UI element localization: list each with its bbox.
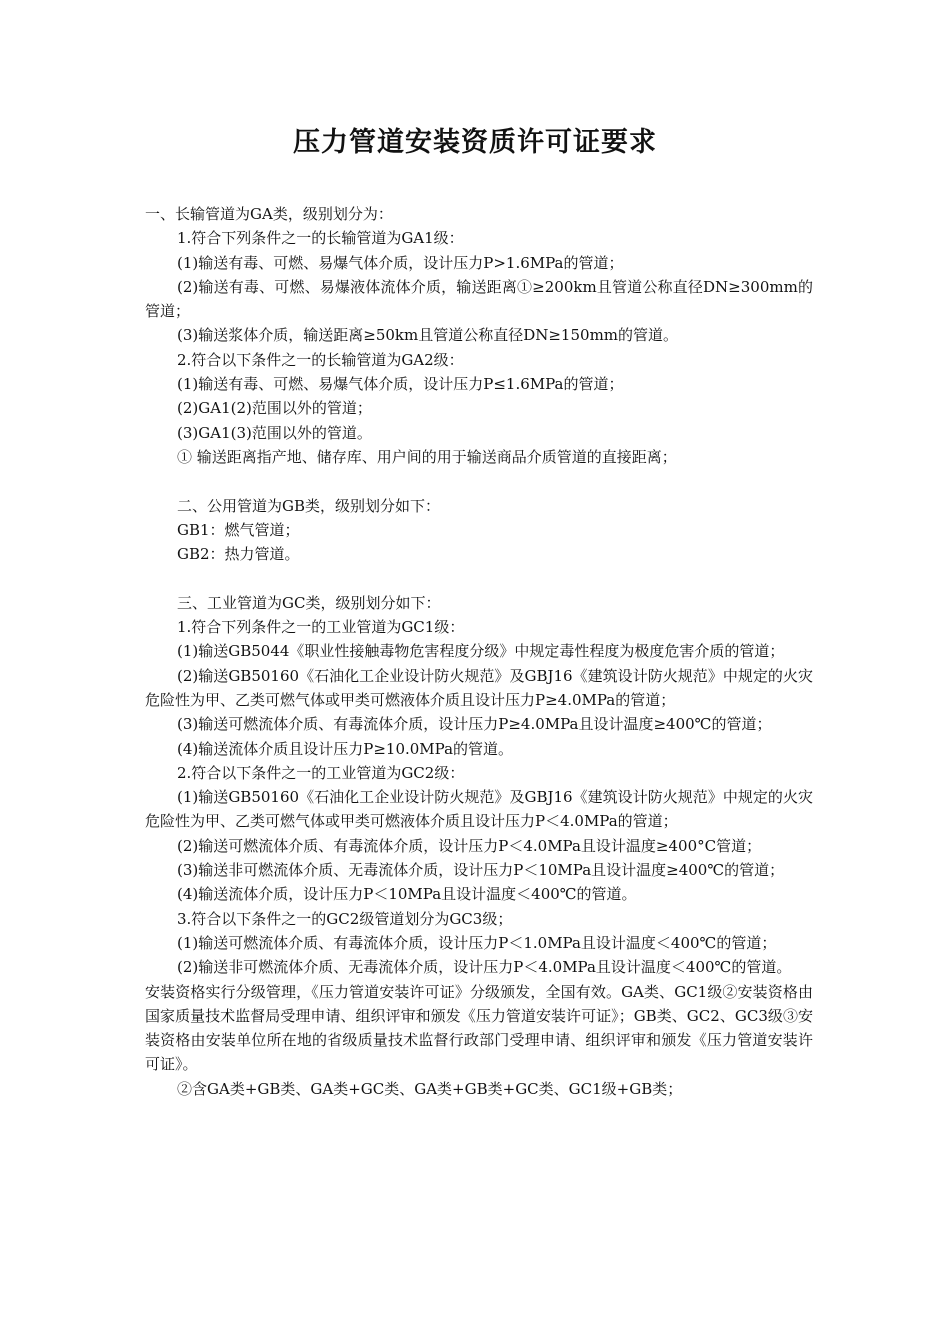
paragraph: (1)输送有毒、可燃、易爆气体介质，设计压力P>1.6MPa的管道； bbox=[177, 253, 624, 272]
paragraph: (1)输送GB5044《职业性接触毒物危害程度分级》中规定毒性程度为极度危害介质的管道； bbox=[177, 642, 785, 661]
paragraph: GB1：燃气管道； bbox=[177, 520, 300, 539]
paragraph: (3)输送浆体介质，输送距离≥50km且管道公称直径DN≥150mm的管道。 bbox=[177, 326, 679, 345]
paragraph: 3.符合以下条件之一的GC2级管道划分为GC3级； bbox=[177, 909, 513, 928]
paragraph: (2)输送GB50160《石油化工企业设计防火规范》及GBJ16《建筑设计防火规范》中规定的火灾危险性为甲、乙类可燃气体或甲类可燃液体介质且设计压力P≥4.0MPa的管道； bbox=[145, 666, 813, 709]
footnote-2: ②含GA类+GB类、GA类+GC类、GA类+GB类+GC类、GC1级+GB类； bbox=[177, 1079, 683, 1098]
footnote-1: ① 输送距离指产地、储存库、用户间的用于输送商品介质管道的直接距离； bbox=[177, 447, 677, 466]
paragraph: (3)GA1(3)范围以外的管道。 bbox=[177, 423, 372, 442]
spacer bbox=[145, 469, 813, 493]
paragraph: (2)输送可燃流体介质、有毒流体介质，设计压力P＜4.0MPa且设计温度≥400°C管道； bbox=[177, 836, 762, 855]
paragraph: (2)GA1(2)范围以外的管道； bbox=[177, 399, 372, 418]
spacer bbox=[145, 566, 813, 590]
paragraph: (2)输送非可燃流体介质、无毒流体介质，设计压力P＜4.0MPa且设计温度＜400℃的管道。 bbox=[177, 958, 792, 977]
paragraph: (2)输送有毒、可燃、易爆液体流体介质，输送距离①≥200km且管道公称直径DN≥300mm的管道； bbox=[145, 277, 813, 321]
paragraph: (4)输送流体介质且设计压力P≥10.0MPa的管道。 bbox=[177, 739, 514, 758]
paragraph: 1.符合下列条件之一的工业管道为GC1级： bbox=[177, 618, 465, 637]
paragraph: 1.符合下列条件之一的长输管道为GA1级： bbox=[177, 229, 464, 248]
paragraph: (3)输送非可燃流体介质、无毒流体介质，设计压力P＜10MPa且设计温度≥400℃的管道； bbox=[177, 861, 785, 880]
paragraph: 2.符合以下条件之一的长输管道为GA2级： bbox=[177, 350, 464, 369]
paragraph: (4)输送流体介质，设计压力P＜10MPa且设计温度＜400℃的管道。 bbox=[177, 885, 637, 904]
paragraph: 2.符合以下条件之一的工业管道为GC2级： bbox=[177, 763, 465, 782]
paragraph: (3)输送可燃流体介质、有毒流体介质，设计压力P≥4.0MPa且设计温度≥400℃的管道； bbox=[177, 715, 772, 734]
paragraph-license-management: 安装资格实行分级管理，《压力管道安装许可证》分级颁发，全国有效。GA类、GC1级②安装资格由国家质量技术监督局受理申请、组织评审和颁发《压力管道安装许可证》；GB类、GC2、GC3级③安装资格由安装单位所在地的省级质量技术监督行政部门受理申请、组织评审和颁发《压力管道安装许可证》。 bbox=[145, 982, 813, 1074]
paragraph: GB2：热力管道。 bbox=[177, 545, 300, 564]
paragraph: (1)输送有毒、可燃、易爆气体介质，设计压力P≤1.6MPa的管道； bbox=[177, 375, 624, 394]
section-heading-gc: 三、工业管道为GC类，级别划分如下： bbox=[177, 593, 441, 612]
paragraph: (1)输送可燃流体介质、有毒流体介质，设计压力P＜1.0MPa且设计温度＜400℃的管道； bbox=[177, 933, 777, 952]
document-title: 压力管道安装资质许可证要求 bbox=[293, 127, 657, 158]
document-body bbox=[145, 202, 813, 1101]
section-heading-gb: 二、公用管道为GB类，级别划分如下： bbox=[177, 496, 441, 515]
section-heading-ga: 一、长输管道为GA类，级别划分为： bbox=[145, 205, 393, 223]
paragraph: (1)输送GB50160《石油化工企业设计防火规范》及GBJ16《建筑设计防火规范》中规定的火灾危险性为甲、乙类可燃气体或甲类可燃液体介质且设计压力P＜4.0MPa的管道； bbox=[145, 788, 813, 831]
